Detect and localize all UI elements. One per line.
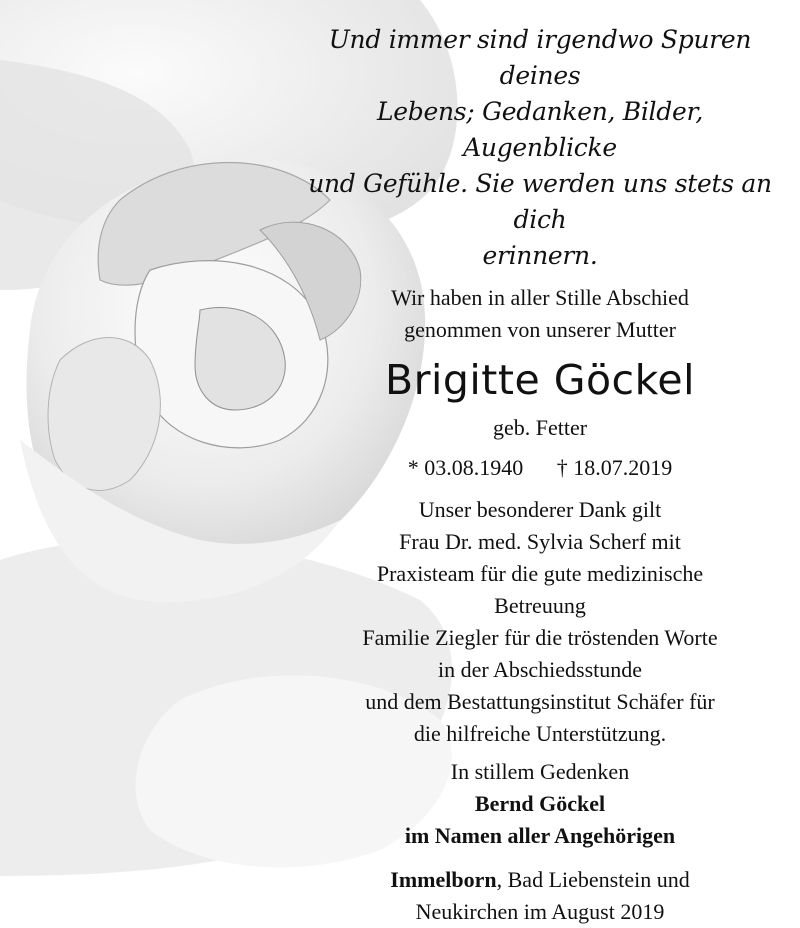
obituary-text (300, 22, 780, 928)
quote-line: erinnern. (482, 241, 598, 270)
intro-line: genommen von unserer Mutter (404, 317, 676, 342)
thanks-line: Praxisteam für die gute medizinische (376, 561, 704, 586)
thanks-line: Betreuung (494, 593, 586, 618)
place-bold: Immelborn (390, 867, 497, 892)
on-behalf-line: im Namen aller Angehörigen (404, 823, 676, 848)
intro-line: Wir haben in aller Stille Abschied (391, 285, 689, 310)
place-date-line: Neukirchen im August 2019 (415, 899, 665, 924)
thanks (300, 494, 780, 750)
signer-name: Bernd Göckel (474, 791, 606, 816)
birth-date: * 03.08.1940 (407, 455, 524, 480)
place-line (300, 864, 780, 896)
deceased-name: Brigitte Göckel (385, 356, 695, 404)
intro (300, 282, 780, 346)
quote-line: und Gefühle. Sie werden uns stets an dich (308, 169, 772, 234)
thanks-line: Familie Ziegler für die tröstenden Worte (362, 625, 718, 650)
place-date (300, 864, 780, 928)
quote-line: Und immer sind irgendwo Spuren deines (328, 25, 752, 90)
life-dates (300, 452, 780, 484)
death-date: † 18.07.2019 (556, 455, 673, 480)
remembrance-line: In stillem Gedenken (450, 759, 630, 784)
quote-line: Lebens; Gedanken, Bilder, Augenblicke (376, 97, 704, 162)
thanks-line: Frau Dr. med. Sylvia Scherf mit (399, 529, 681, 554)
thanks-line: Unser besonderer Dank gilt (418, 497, 662, 522)
thanks-line: die hilfreiche Unterstützung. (413, 721, 667, 746)
thanks-line: und dem Bestattungsinstitut Schäfer für (365, 689, 715, 714)
closing (300, 756, 780, 852)
thanks-line: in der Abschiedsstunde (437, 657, 643, 682)
maiden-name: geb. Fetter (492, 415, 588, 440)
place-rest: , Bad Liebenstein und (496, 867, 690, 892)
memorial-quote (300, 22, 780, 274)
